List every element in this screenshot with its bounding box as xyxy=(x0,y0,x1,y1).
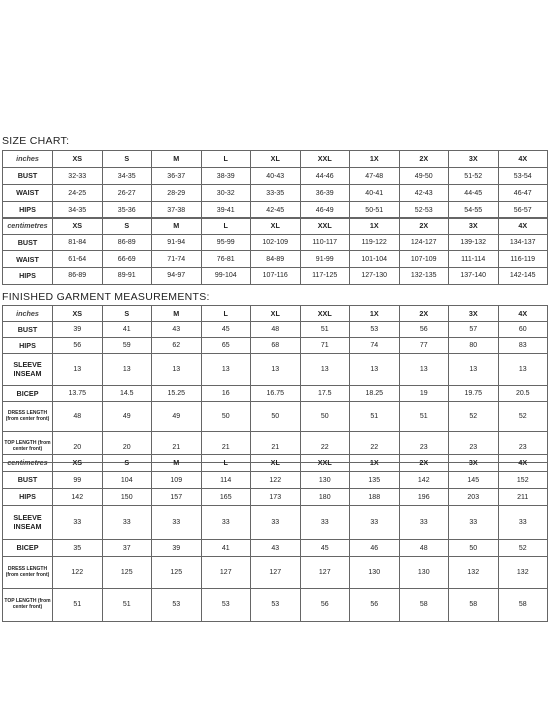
measurement-cell: 99-104 xyxy=(201,268,251,285)
size-header: XL xyxy=(251,455,301,472)
measurement-cell: 50 xyxy=(251,402,301,432)
measurement-cell: 130 xyxy=(350,557,400,589)
measurement-cell: 89-91 xyxy=(102,268,152,285)
measurement-cell: 39-41 xyxy=(201,202,251,219)
unit-label: inches xyxy=(3,306,53,322)
measurement-cell: 102-109 xyxy=(251,234,301,251)
unit-label: centimetres xyxy=(3,218,53,235)
measurement-cell: 74 xyxy=(350,338,400,354)
measurement-cell: 132 xyxy=(498,557,548,589)
measurement-cell: 48 xyxy=(251,322,301,338)
size-header: 4X xyxy=(498,306,548,322)
measurement-cell: 91-99 xyxy=(300,251,350,268)
measurement-cell: 152 xyxy=(498,472,548,489)
measurement-cell: 132 xyxy=(449,557,499,589)
row-label: BUST xyxy=(3,322,53,338)
row-label: BUST xyxy=(3,472,53,489)
size-chart-heading: SIZE CHART: xyxy=(2,135,70,147)
measurement-cell: 21 xyxy=(251,432,301,462)
measurement-cell: 33 xyxy=(350,506,400,540)
measurement-cell: 60 xyxy=(498,322,548,338)
measurement-cell: 13 xyxy=(102,354,152,386)
row-label: SLEEVE INSEAM xyxy=(3,506,53,540)
measurement-cell: 122 xyxy=(53,557,103,589)
measurement-cell: 125 xyxy=(152,557,202,589)
measurement-cell: 50 xyxy=(300,402,350,432)
row-label: DRESS LENGTH (from center front) xyxy=(3,557,53,589)
measurement-cell: 150 xyxy=(102,489,152,506)
measurement-cell: 49-50 xyxy=(399,168,449,185)
size-header: L xyxy=(201,455,251,472)
size-header: XXL xyxy=(300,306,350,322)
measurement-cell: 77 xyxy=(399,338,449,354)
measurement-cell: 46-47 xyxy=(498,185,548,202)
measurement-cell: 68 xyxy=(251,338,301,354)
measurement-cell: 111-114 xyxy=(449,251,499,268)
measurement-cell: 142-145 xyxy=(498,268,548,285)
measurement-cell: 15.25 xyxy=(152,386,202,402)
measurement-cell: 33 xyxy=(251,506,301,540)
measurement-cell: 134-137 xyxy=(498,234,548,251)
measurement-cell: 139-132 xyxy=(449,234,499,251)
measurement-cell: 56 xyxy=(53,338,103,354)
measurement-cell: 58 xyxy=(399,589,449,621)
size-header: XS xyxy=(53,218,103,235)
size-header: 1X xyxy=(350,218,400,235)
measurement-cell: 22 xyxy=(350,432,400,462)
size-header: XL xyxy=(251,306,301,322)
size-header: M xyxy=(152,306,202,322)
measurement-cell: 94-97 xyxy=(152,268,202,285)
table-row xyxy=(3,386,548,402)
size-header: 1X xyxy=(350,151,400,168)
row-label: TOP LENGTH (from center front) xyxy=(3,589,53,621)
measurement-cell: 51 xyxy=(53,589,103,621)
measurement-cell: 76-81 xyxy=(201,251,251,268)
measurement-cell: 18.25 xyxy=(350,386,400,402)
measurement-cell: 13 xyxy=(53,354,103,386)
measurement-cell: 58 xyxy=(498,589,548,621)
measurement-cell: 104 xyxy=(102,472,152,489)
size-header: M xyxy=(152,455,202,472)
size-header: 1X xyxy=(350,306,400,322)
row-label: SLEEVE INSEAM xyxy=(3,354,53,386)
table-row xyxy=(3,168,548,185)
measurement-cell: 137-140 xyxy=(449,268,499,285)
unit-label: centimetres xyxy=(3,455,53,472)
measurement-cell: 101-104 xyxy=(350,251,400,268)
measurement-cell: 107-116 xyxy=(251,268,301,285)
measurement-cell: 40-41 xyxy=(350,185,400,202)
measurement-cell: 33-35 xyxy=(251,185,301,202)
size-header: S xyxy=(102,218,152,235)
measurement-cell: 122 xyxy=(251,472,301,489)
measurement-cell: 51-52 xyxy=(449,168,499,185)
size-header: L xyxy=(201,306,251,322)
measurement-cell: 45 xyxy=(201,322,251,338)
measurement-cell: 173 xyxy=(251,489,301,506)
measurement-cell: 20.5 xyxy=(498,386,548,402)
measurement-cell: 13 xyxy=(251,354,301,386)
table-row xyxy=(3,506,548,540)
measurement-cell: 95-99 xyxy=(201,234,251,251)
measurement-cell: 127 xyxy=(201,557,251,589)
size-header: XXL xyxy=(300,151,350,168)
measurement-cell: 91-94 xyxy=(152,234,202,251)
row-label: HIPS xyxy=(3,489,53,506)
table-row xyxy=(3,489,548,506)
measurement-cell: 34-35 xyxy=(53,202,103,219)
measurement-cell: 86-89 xyxy=(102,234,152,251)
measurement-cell: 132-135 xyxy=(399,268,449,285)
measurement-cell: 19.75 xyxy=(449,386,499,402)
size-header: XS xyxy=(53,151,103,168)
table-row xyxy=(3,540,548,557)
measurement-cell: 127 xyxy=(300,557,350,589)
measurement-cell: 107-109 xyxy=(399,251,449,268)
measurement-cell: 52 xyxy=(449,402,499,432)
measurement-cell: 45 xyxy=(300,540,350,557)
measurement-cell: 142 xyxy=(399,472,449,489)
size-chart-inches-table xyxy=(2,150,548,219)
measurement-cell: 99 xyxy=(53,472,103,489)
measurement-cell: 21 xyxy=(152,432,202,462)
measurement-cell: 47-48 xyxy=(350,168,400,185)
measurement-cell: 180 xyxy=(300,489,350,506)
measurement-cell: 56-57 xyxy=(498,202,548,219)
row-label: HIPS xyxy=(3,338,53,354)
size-header: 4X xyxy=(498,455,548,472)
table-row xyxy=(3,557,548,589)
measurement-cell: 33 xyxy=(300,506,350,540)
measurement-cell: 36-37 xyxy=(152,168,202,185)
measurement-cell: 52-53 xyxy=(399,202,449,219)
row-label: BICEP xyxy=(3,386,53,402)
size-header: S xyxy=(102,306,152,322)
measurement-cell: 130 xyxy=(399,557,449,589)
measurement-cell: 165 xyxy=(201,489,251,506)
measurement-cell: 116-119 xyxy=(498,251,548,268)
size-header: S xyxy=(102,455,152,472)
measurement-cell: 57 xyxy=(449,322,499,338)
measurement-cell: 188 xyxy=(350,489,400,506)
measurement-cell: 17.5 xyxy=(300,386,350,402)
measurement-cell: 58 xyxy=(449,589,499,621)
measurement-cell: 56 xyxy=(300,589,350,621)
measurement-cell: 35-36 xyxy=(102,202,152,219)
measurement-cell: 38-39 xyxy=(201,168,251,185)
size-header: XS xyxy=(53,306,103,322)
table-row xyxy=(3,202,548,219)
measurement-cell: 40-43 xyxy=(251,168,301,185)
measurement-cell: 86-89 xyxy=(53,268,103,285)
measurement-cell: 53 xyxy=(251,589,301,621)
measurement-cell: 59 xyxy=(102,338,152,354)
size-chart-centimetres-table xyxy=(2,217,548,285)
measurement-cell: 16.75 xyxy=(251,386,301,402)
row-label: WAIST xyxy=(3,251,53,268)
measurement-cell: 13 xyxy=(399,354,449,386)
measurement-cell: 22 xyxy=(300,432,350,462)
size-header: L xyxy=(201,218,251,235)
measurement-cell: 51 xyxy=(350,402,400,432)
table-row xyxy=(3,251,548,268)
size-header: 4X xyxy=(498,151,548,168)
row-label: DRESS LENGTH (from center front) xyxy=(3,402,53,432)
measurement-cell: 62 xyxy=(152,338,202,354)
size-header: 1X xyxy=(350,455,400,472)
measurement-cell: 20 xyxy=(53,432,103,462)
measurement-cell: 80 xyxy=(449,338,499,354)
measurement-cell: 114 xyxy=(201,472,251,489)
measurement-cell: 51 xyxy=(300,322,350,338)
finished-inches-table xyxy=(2,305,548,463)
measurement-cell: 211 xyxy=(498,489,548,506)
measurement-cell: 54-55 xyxy=(449,202,499,219)
measurement-cell: 41 xyxy=(201,540,251,557)
measurement-cell: 23 xyxy=(449,432,499,462)
row-label: HIPS xyxy=(3,268,53,285)
measurement-cell: 19 xyxy=(399,386,449,402)
size-header: XL xyxy=(251,151,301,168)
size-header: XL xyxy=(251,218,301,235)
measurement-cell: 71-74 xyxy=(152,251,202,268)
measurement-cell: 50-51 xyxy=(350,202,400,219)
size-header: L xyxy=(201,151,251,168)
measurement-cell: 42-45 xyxy=(251,202,301,219)
measurement-cell: 39 xyxy=(152,540,202,557)
measurement-cell: 33 xyxy=(201,506,251,540)
measurement-cell: 66-69 xyxy=(102,251,152,268)
measurement-cell: 65 xyxy=(201,338,251,354)
size-header: XXL xyxy=(300,455,350,472)
measurement-cell: 28-29 xyxy=(152,185,202,202)
table-row xyxy=(3,234,548,251)
measurement-cell: 125 xyxy=(102,557,152,589)
measurement-cell: 13.75 xyxy=(53,386,103,402)
size-header: 3X xyxy=(449,455,499,472)
measurement-cell: 13 xyxy=(300,354,350,386)
size-header: 2X xyxy=(399,151,449,168)
row-label: BICEP xyxy=(3,540,53,557)
table-row xyxy=(3,354,548,386)
measurement-cell: 33 xyxy=(399,506,449,540)
measurement-cell: 13 xyxy=(152,354,202,386)
measurement-cell: 127-130 xyxy=(350,268,400,285)
measurement-cell: 50 xyxy=(449,540,499,557)
table-row xyxy=(3,185,548,202)
size-header: 4X xyxy=(498,218,548,235)
measurement-cell: 52 xyxy=(498,540,548,557)
measurement-cell: 130 xyxy=(300,472,350,489)
measurement-cell: 61-64 xyxy=(53,251,103,268)
measurement-cell: 53 xyxy=(350,322,400,338)
measurement-cell: 48 xyxy=(53,402,103,432)
measurement-cell: 46 xyxy=(350,540,400,557)
table-row xyxy=(3,338,548,354)
row-label: BUST xyxy=(3,234,53,251)
measurement-cell: 33 xyxy=(102,506,152,540)
size-header: 2X xyxy=(399,218,449,235)
measurement-cell: 84-89 xyxy=(251,251,301,268)
measurement-cell: 49 xyxy=(102,402,152,432)
measurement-cell: 142 xyxy=(53,489,103,506)
table-row xyxy=(3,322,548,338)
measurement-cell: 41 xyxy=(102,322,152,338)
size-header: M xyxy=(152,151,202,168)
measurement-cell: 196 xyxy=(399,489,449,506)
measurement-cell: 21 xyxy=(201,432,251,462)
measurement-cell: 71 xyxy=(300,338,350,354)
measurement-cell: 49 xyxy=(152,402,202,432)
measurement-cell: 145 xyxy=(449,472,499,489)
measurement-cell: 33 xyxy=(498,506,548,540)
measurement-cell: 43 xyxy=(152,322,202,338)
measurement-cell: 32-33 xyxy=(53,168,103,185)
measurement-cell: 13 xyxy=(350,354,400,386)
measurement-cell: 51 xyxy=(399,402,449,432)
measurement-cell: 53 xyxy=(201,589,251,621)
measurement-cell: 36-39 xyxy=(300,185,350,202)
measurement-cell: 50 xyxy=(201,402,251,432)
size-header: M xyxy=(152,218,202,235)
measurement-cell: 42-43 xyxy=(399,185,449,202)
measurement-cell: 83 xyxy=(498,338,548,354)
row-label: BUST xyxy=(3,168,53,185)
measurement-cell: 44-46 xyxy=(300,168,350,185)
measurement-cell: 53-54 xyxy=(498,168,548,185)
measurement-cell: 37-38 xyxy=(152,202,202,219)
measurement-cell: 124-127 xyxy=(399,234,449,251)
measurement-cell: 109 xyxy=(152,472,202,489)
measurement-cell: 34-35 xyxy=(102,168,152,185)
measurement-cell: 56 xyxy=(350,589,400,621)
measurement-cell: 14.5 xyxy=(102,386,152,402)
finished-centimetres-table xyxy=(2,454,548,622)
measurement-cell: 35 xyxy=(53,540,103,557)
measurement-cell: 52 xyxy=(498,402,548,432)
measurement-cell: 44-45 xyxy=(449,185,499,202)
measurement-cell: 16 xyxy=(201,386,251,402)
measurement-cell: 33 xyxy=(53,506,103,540)
measurement-cell: 26-27 xyxy=(102,185,152,202)
table-row xyxy=(3,472,548,489)
measurement-cell: 30-32 xyxy=(201,185,251,202)
measurement-cell: 135 xyxy=(350,472,400,489)
measurement-cell: 117-125 xyxy=(300,268,350,285)
size-header: 2X xyxy=(399,306,449,322)
measurement-cell: 56 xyxy=(399,322,449,338)
measurement-cell: 13 xyxy=(449,354,499,386)
table-row xyxy=(3,589,548,621)
finished-measurements-heading: FINISHED GARMENT MEASUREMENTS: xyxy=(2,291,210,303)
measurement-cell: 43 xyxy=(251,540,301,557)
measurement-cell: 20 xyxy=(102,432,152,462)
table-row xyxy=(3,268,548,285)
measurement-cell: 110-117 xyxy=(300,234,350,251)
measurement-cell: 37 xyxy=(102,540,152,557)
measurement-cell: 23 xyxy=(498,432,548,462)
size-header: 3X xyxy=(449,306,499,322)
size-header: 3X xyxy=(449,218,499,235)
size-header: 3X xyxy=(449,151,499,168)
row-label: HIPS xyxy=(3,202,53,219)
measurement-cell: 24-25 xyxy=(53,185,103,202)
table-row xyxy=(3,402,548,432)
row-label: WAIST xyxy=(3,185,53,202)
measurement-cell: 127 xyxy=(251,557,301,589)
measurement-cell: 53 xyxy=(152,589,202,621)
row-label: TOP LENGTH (from center front) xyxy=(3,432,53,462)
measurement-cell: 48 xyxy=(399,540,449,557)
measurement-cell: 119-122 xyxy=(350,234,400,251)
size-header: S xyxy=(102,151,152,168)
measurement-cell: 33 xyxy=(449,506,499,540)
unit-label: inches xyxy=(3,151,53,168)
measurement-cell: 203 xyxy=(449,489,499,506)
measurement-cell: 157 xyxy=(152,489,202,506)
measurement-cell: 13 xyxy=(498,354,548,386)
measurement-cell: 13 xyxy=(201,354,251,386)
size-header: XS xyxy=(53,455,103,472)
measurement-cell: 81-84 xyxy=(53,234,103,251)
measurement-cell: 46-49 xyxy=(300,202,350,219)
measurement-cell: 39 xyxy=(53,322,103,338)
measurement-cell: 33 xyxy=(152,506,202,540)
size-header: XXL xyxy=(300,218,350,235)
measurement-cell: 23 xyxy=(399,432,449,462)
size-header: 2X xyxy=(399,455,449,472)
measurement-cell: 51 xyxy=(102,589,152,621)
